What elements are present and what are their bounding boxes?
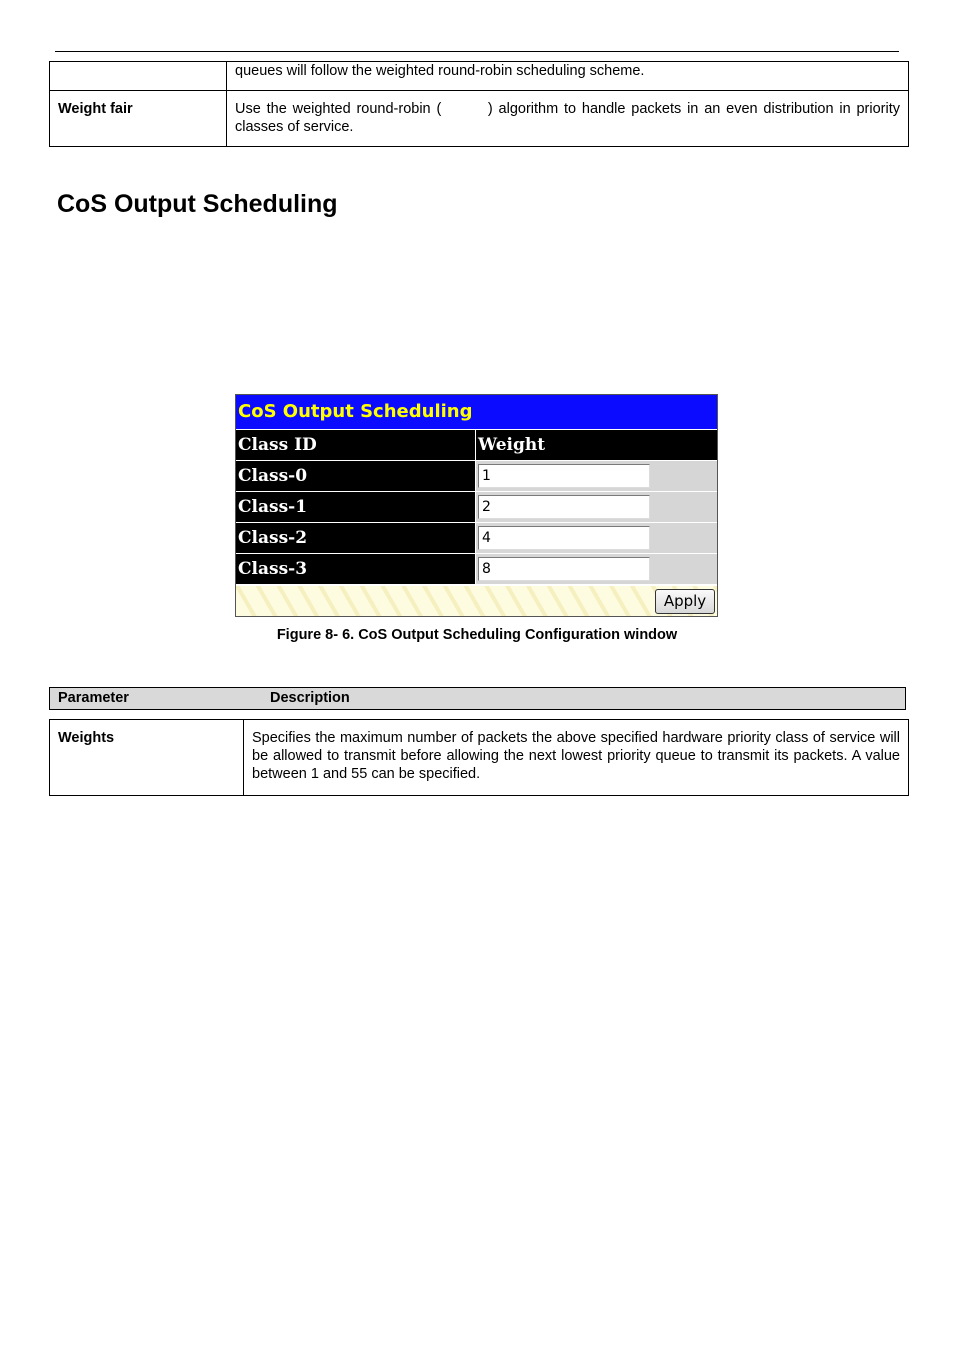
weight-cell <box>476 554 717 584</box>
table-header-row <box>236 430 717 460</box>
weight-header: Weight <box>476 430 717 460</box>
class-label: Class-0 <box>236 461 475 491</box>
class-row <box>236 523 717 553</box>
class-id-header: Class ID <box>236 430 475 460</box>
class-row <box>236 554 717 584</box>
section-title: CoS Output Scheduling <box>57 190 338 218</box>
description-cell: queues will follow the weighted round-robin scheduling scheme. <box>227 62 909 91</box>
parameter-cell <box>50 62 227 91</box>
class-label: Class-2 <box>236 523 475 553</box>
weight-cell <box>476 523 717 553</box>
class-row <box>236 461 717 491</box>
table-row <box>50 62 909 91</box>
table-row <box>50 720 909 796</box>
figure-caption: Figure 8- 6. CoS Output Scheduling Configuration window <box>276 627 678 643</box>
weight-cell <box>476 461 717 491</box>
parameter-cell: Weight fair <box>50 91 227 147</box>
parameter-header: Parameter <box>58 690 129 706</box>
table-row <box>50 91 909 147</box>
class-1-weight-input[interactable] <box>478 495 650 519</box>
description-header: Description <box>270 690 350 706</box>
parameter-cell: Weights <box>50 720 244 796</box>
top-rule <box>55 51 899 52</box>
class-2-weight-input[interactable] <box>478 526 650 550</box>
cos-output-scheduling-window <box>235 394 718 617</box>
top-parameter-table <box>49 61 909 147</box>
description-cell: Specifies the maximum number of packets the above specified hardware priority class of service will be allowed to transmit before allowing the next lowest priority queue to transmit its packets. A value between 1 and 55 can be specified. <box>244 720 909 796</box>
class-row <box>236 492 717 522</box>
class-3-weight-input[interactable] <box>478 557 650 581</box>
class-label: Class-1 <box>236 492 475 522</box>
window-title: CoS Output Scheduling <box>236 395 717 429</box>
parameter-table-header <box>49 687 906 710</box>
weight-cell <box>476 492 717 522</box>
class-0-weight-input[interactable] <box>478 464 650 488</box>
class-label: Class-3 <box>236 554 475 584</box>
description-cell: Use the weighted round-robin ( ) algorithm to handle packets in an even distribution in priority classes of service. <box>227 91 909 147</box>
button-bar <box>236 586 717 616</box>
parameter-table <box>49 719 909 796</box>
apply-button[interactable]: Apply <box>655 589 715 614</box>
